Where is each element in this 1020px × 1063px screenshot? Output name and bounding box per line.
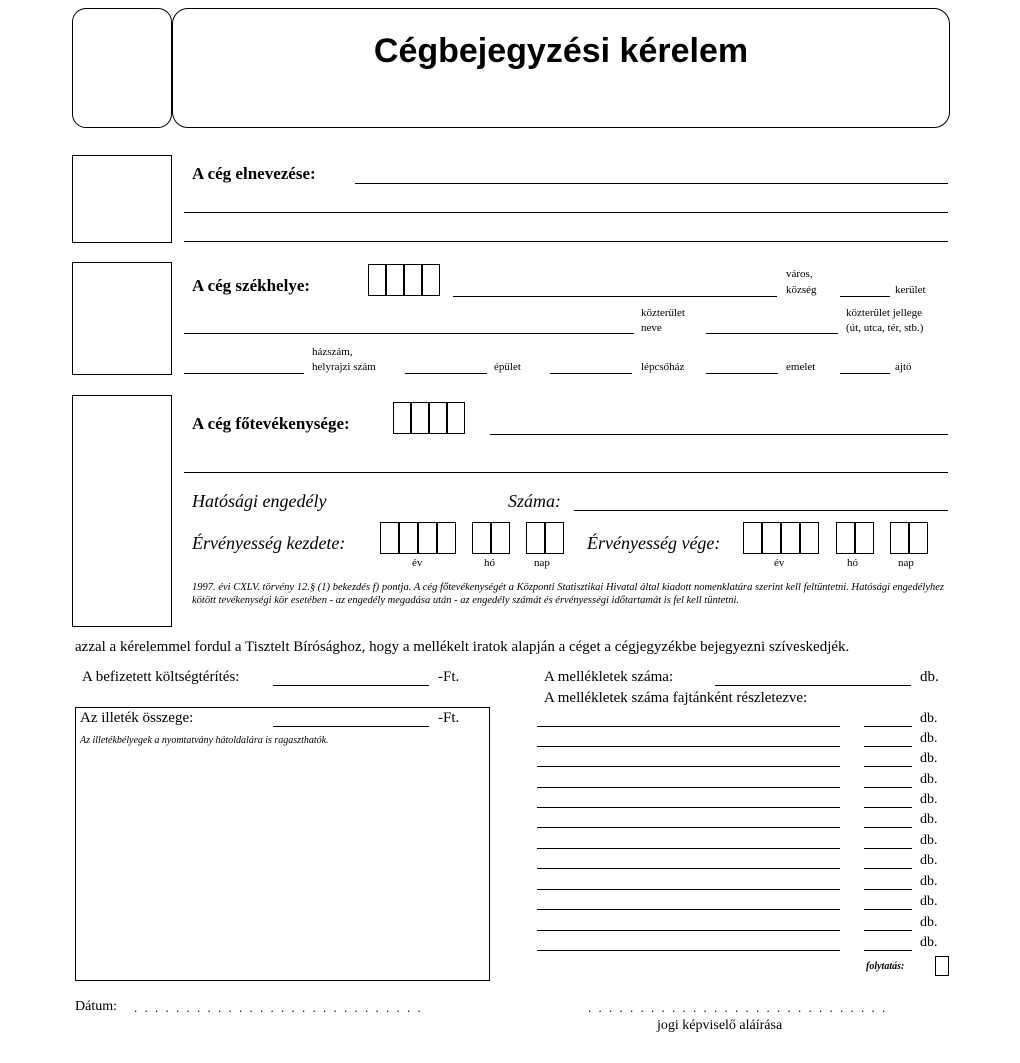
district-field[interactable]: [840, 296, 890, 297]
company-name-field[interactable]: [355, 183, 948, 184]
kozterulet-jellege-label: közterület jellege: [846, 307, 923, 319]
attachment-qty-field[interactable]: [864, 746, 912, 747]
kozterulet-jellege-hint: (út, utca, tér, stb.): [846, 322, 924, 334]
attachment-unit: db.: [920, 853, 938, 868]
end-ev-caption: év: [774, 557, 785, 569]
attachment-unit: db.: [920, 812, 938, 827]
epulet-label: épület: [494, 361, 521, 373]
postal-digit-box[interactable]: [368, 264, 386, 296]
staircase-field[interactable]: [550, 373, 632, 374]
attachment-type-field[interactable]: [537, 909, 840, 910]
year-digit-box[interactable]: [800, 522, 819, 554]
date-field[interactable]: . . . . . . . . . . . . . . . . . . . . . . . . . . . .: [134, 1000, 423, 1015]
activity-digit-box[interactable]: [447, 402, 465, 434]
paid-fee-label: A befizetett költségtérítés:: [82, 669, 240, 685]
attachment-qty-field[interactable]: [864, 930, 912, 931]
postal-digit-box[interactable]: [386, 264, 404, 296]
attachment-qty-field[interactable]: [864, 766, 912, 767]
door-field[interactable]: [840, 373, 890, 374]
end-ho-caption: hó: [847, 557, 858, 569]
attachment-type-field[interactable]: [537, 930, 840, 931]
main-activity-field[interactable]: [490, 434, 948, 435]
month-digit-box[interactable]: [855, 522, 874, 554]
floor-field[interactable]: [706, 373, 778, 374]
helyrajzi-szam-label: helyrajzi szám: [312, 361, 376, 373]
attachment-unit: db.: [920, 711, 938, 726]
ajto-label: ajtó: [895, 361, 912, 373]
attachment-unit: db.: [920, 792, 938, 807]
attachments-count-unit: db.: [920, 669, 939, 685]
duty-box: [75, 707, 490, 981]
header-left-box: [72, 8, 172, 128]
attachment-unit: db.: [920, 915, 938, 930]
attachment-unit: db.: [920, 751, 938, 766]
varos-label: város,: [786, 268, 813, 280]
hazszam-label: házszám,: [312, 346, 353, 358]
activity-digit-box[interactable]: [393, 402, 411, 434]
attachment-qty-field[interactable]: [864, 889, 912, 890]
year-digit-box[interactable]: [380, 522, 399, 554]
attachment-unit: db.: [920, 772, 938, 787]
year-digit-box[interactable]: [437, 522, 456, 554]
company-name-label: A cég elnevezése:: [192, 164, 316, 183]
signature-label: jogi képviselő aláírása: [657, 1018, 783, 1033]
attachment-type-field[interactable]: [537, 868, 840, 869]
attachment-qty-field[interactable]: [864, 827, 912, 828]
date-label: Dátum:: [75, 999, 117, 1014]
kozterulet-label: közterület: [641, 307, 685, 319]
attachment-unit: db.: [920, 874, 938, 889]
year-digit-box[interactable]: [781, 522, 800, 554]
postal-digit-box[interactable]: [422, 264, 440, 296]
kerulet-label: kerület: [895, 284, 926, 296]
main-activity-line-2[interactable]: [184, 472, 948, 473]
month-digit-box[interactable]: [491, 522, 510, 554]
page-title: Cégbejegyzési kérelem: [373, 32, 749, 70]
attachment-unit: db.: [920, 833, 938, 848]
attachment-qty-field[interactable]: [864, 807, 912, 808]
paid-fee-field[interactable]: [273, 685, 429, 686]
day-digit-box[interactable]: [545, 522, 564, 554]
attachment-type-field[interactable]: [537, 787, 840, 788]
attachment-qty-field[interactable]: [864, 868, 912, 869]
permit-number-field[interactable]: [574, 510, 948, 511]
month-digit-box[interactable]: [472, 522, 491, 554]
duty-label: Az illeték összege:: [80, 710, 194, 726]
attachment-type-field[interactable]: [537, 726, 840, 727]
attachment-type-field[interactable]: [537, 889, 840, 890]
attachment-qty-field[interactable]: [864, 787, 912, 788]
month-digit-box[interactable]: [836, 522, 855, 554]
city-field[interactable]: [453, 296, 777, 297]
attachment-type-field[interactable]: [537, 950, 840, 951]
neve-label: neve: [641, 322, 662, 334]
emelet-label: emelet: [786, 361, 816, 373]
validity-end-label: Érvényesség vége:: [587, 533, 721, 553]
attachment-qty-field[interactable]: [864, 726, 912, 727]
attachment-qty-field[interactable]: [864, 848, 912, 849]
duty-note: Az illetékbélyegek a nyomtatvány hátoldalára is ragaszthatók.: [80, 735, 329, 746]
attachment-qty-field[interactable]: [864, 950, 912, 951]
activity-digit-box[interactable]: [411, 402, 429, 434]
lepcsohaz-label: lépcsőház: [641, 361, 685, 373]
house-number-field[interactable]: [184, 373, 304, 374]
attachment-type-field[interactable]: [537, 766, 840, 767]
duty-field[interactable]: [273, 726, 429, 727]
start-ho-caption: hó: [484, 557, 495, 569]
company-name-line-3[interactable]: [184, 241, 948, 242]
start-nap-caption: nap: [534, 557, 550, 569]
day-digit-box[interactable]: [909, 522, 928, 554]
attachment-unit: db.: [920, 894, 938, 909]
year-digit-box[interactable]: [399, 522, 418, 554]
seat-label: A cég székhelye:: [192, 276, 311, 295]
attachments-count-field[interactable]: [715, 685, 911, 686]
street-name-field[interactable]: [184, 333, 634, 334]
attachments-by-type-label: A mellékletek száma fajtánként részletezve:: [544, 690, 808, 706]
year-digit-box[interactable]: [762, 522, 781, 554]
day-digit-box[interactable]: [890, 522, 909, 554]
legal-note: 1997. évi CXLV. törvény 12.§ (1) bekezdés f) pontja. A cég főtevékenységét a Központi Statisztikai Hivatal által kiadott nomenklatúra szerint kell feltüntetni. Hatósági engedélyhez kötött tevékenységi kör esetében - az engedély megadása után - az engedély számát és érvényességi időtartamát is fel kell tüntetni.: [192, 582, 944, 606]
company-name-line-2[interactable]: [184, 212, 948, 213]
attachment-type-field[interactable]: [537, 807, 840, 808]
start-ev-caption: év: [412, 557, 423, 569]
activity-digit-box[interactable]: [429, 402, 447, 434]
name-side-box: [72, 155, 172, 243]
street-type-field[interactable]: [706, 333, 838, 334]
continue-label: folytatás:: [866, 961, 905, 972]
attachments-count-label: A mellékletek száma:: [544, 669, 674, 685]
paid-fee-unit: -Ft.: [438, 669, 460, 685]
validity-start-label: Érvényesség kezdete:: [192, 533, 346, 553]
signature-field[interactable]: . . . . . . . . . . . . . . . . . . . . . . . . . . . . .: [588, 1000, 888, 1015]
building-field[interactable]: [405, 373, 487, 374]
day-digit-box[interactable]: [526, 522, 545, 554]
continue-checkbox[interactable]: [935, 956, 949, 976]
attachment-unit: db.: [920, 731, 938, 746]
activity-side-box: [72, 395, 172, 627]
kozseg-label: község: [786, 284, 817, 296]
attachment-unit: db.: [920, 935, 938, 950]
year-digit-box[interactable]: [743, 522, 762, 554]
attachment-qty-field[interactable]: [864, 909, 912, 910]
end-nap-caption: nap: [898, 557, 914, 569]
request-text: azzal a kérelemmel fordul a Tisztelt Bírósághoz, hogy a mellékelt iratok alapján a céget a cégjegyzékbe bejegyezni szíveskedjék.: [75, 639, 850, 655]
attachment-type-field[interactable]: [537, 746, 840, 747]
attachment-type-field[interactable]: [537, 848, 840, 849]
postal-digit-box[interactable]: [404, 264, 422, 296]
year-digit-box[interactable]: [418, 522, 437, 554]
permit-number-label: Száma:: [508, 491, 561, 511]
duty-unit: -Ft.: [438, 710, 460, 726]
seat-side-box: [72, 262, 172, 375]
main-activity-label: A cég főtevékenysége:: [192, 414, 350, 433]
permit-label: Hatósági engedély: [192, 491, 327, 511]
attachment-type-field[interactable]: [537, 827, 840, 828]
